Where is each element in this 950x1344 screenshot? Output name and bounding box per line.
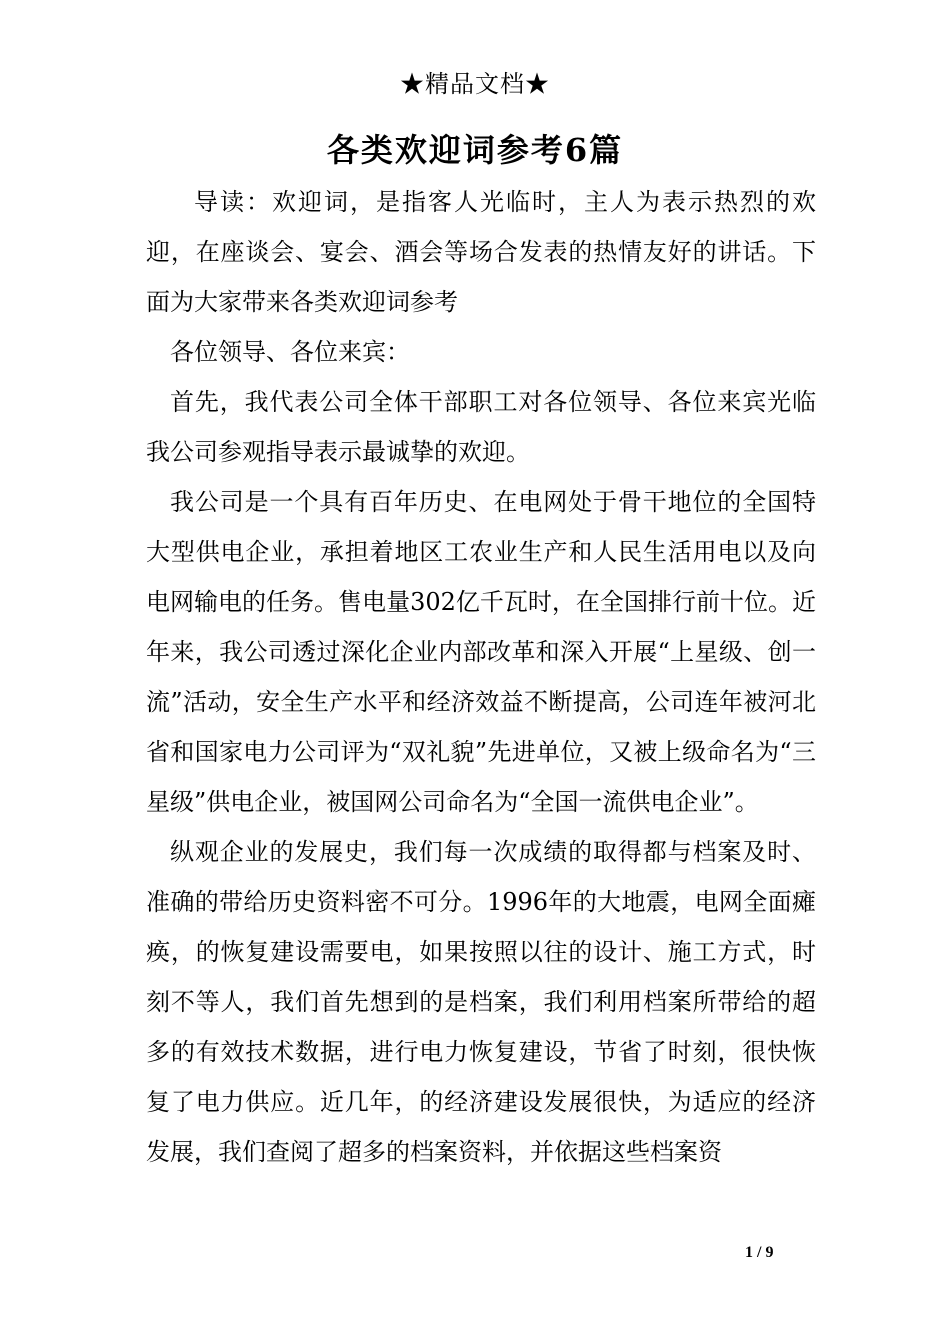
- archives-paragraph: 纵观企业的发展史，我们每一次成绩的取得都与档案及时、准确的带给历史资料密不可分。1996年的大地震，电网全面瘫痪，的恢复建设需要电，如果按照以往的设计、施工方式，时刻不等人，我们首先想到的是档案，我们利用档案所带给的超多的有效技术数据，进行电力恢复建设，节省了时刻，很快恢复了电力供应。近几年，的经济建设发展很快，为适应的经济发展，我们查阅了超多的档案资料，并依据这些档案资: [146, 838, 816, 1166]
- intro-paragraph: 导读：欢迎词，是指客人光临时，主人为表示热烈的欢迎，在座谈会、宴会、酒会等场合发表的热情友好的讲话。下面为大家带来各类欢迎词参考: [146, 188, 816, 316]
- salutation-paragraph: 各位领导、各位来宾：: [170, 338, 410, 366]
- header-mark: ★精品文档★: [400, 70, 550, 98]
- document-body: [146, 177, 816, 1177]
- document-title: 各类欢迎词参考6篇: [326, 131, 624, 169]
- company-intro-paragraph: 我公司是一个具有百年历史、在电网处于骨干地位的全国特大型供电企业，承担着地区工农业生产和人民生活用电以及向电网输电的任务。售电量302亿千瓦时，在全国排行前十位。近年来，我公司透过深化企业内部改革和深入开展“上星级、创一流”活动，安全生产水平和经济效益不断提高，公司连年被河北省和国家电力公司评为“双礼貌”先进单位，又被上级命名为“三星级”供电企业，被国网公司命名为“全国一流供电企业”。: [146, 488, 816, 816]
- welcome-paragraph: 首先，我代表公司全体干部职工对各位领导、各位来宾光临我公司参观指导表示最诚挚的欢迎。: [146, 388, 816, 466]
- page-indicator: 1 / 9: [745, 1244, 774, 1261]
